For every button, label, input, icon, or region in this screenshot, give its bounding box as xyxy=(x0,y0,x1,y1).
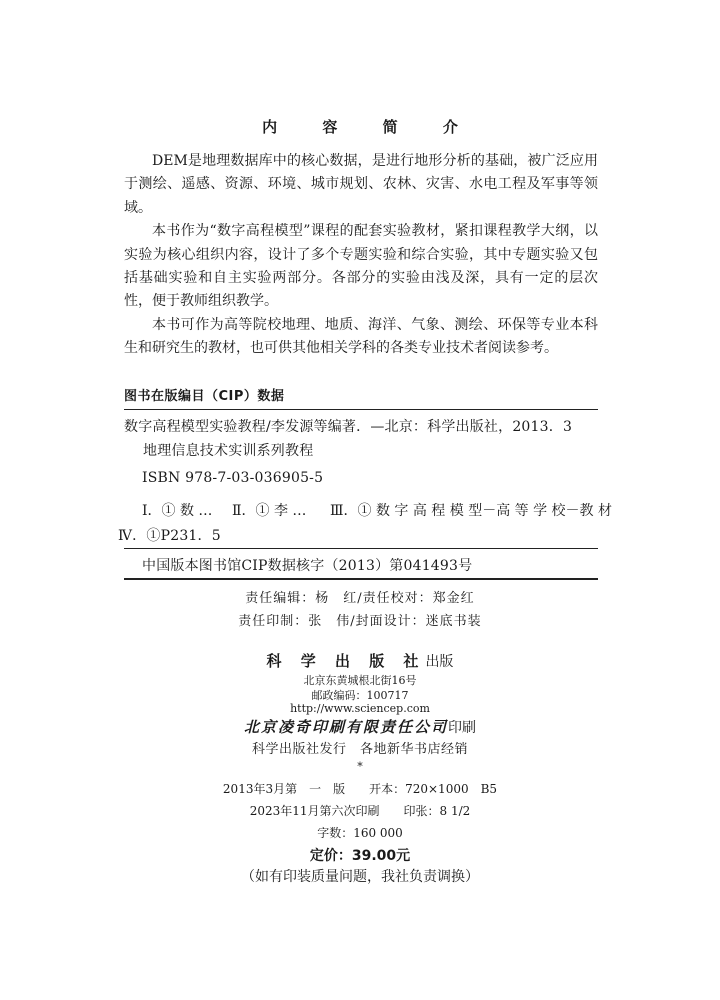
separator-star: * xyxy=(357,760,363,773)
edition-line: 2013年3月第 一 版 开本：720×1000 B5 xyxy=(222,782,498,796)
publisher-line xyxy=(0,650,720,671)
printer-suffix: 印刷 xyxy=(448,720,476,736)
intro-paragraph-2: 本书作为“数字高程模型”课程的配套实验教材，紧扣课程教学大纲，以实验为核心组织内容，设计了多个专题实验和综合实验，其中专题实验又包括基础实验和自主实验两部分。各部分的实验由浅及深，具有一定的层次性，便于教师组织教学。 xyxy=(124,223,598,310)
cip-data-number: 中国版本图书馆CIP数据核字（2013）第041493号 xyxy=(142,558,473,574)
cip-header: 图书在版编目（CIP）数据 xyxy=(124,389,285,404)
credits-line-1: 责任编辑：杨 红/责任校对：郑金红 xyxy=(245,591,475,606)
printer-logo: 北京凌奇印刷有限责任公司 xyxy=(243,718,448,736)
quality-note: （如有印装质量问题，我社负责调换） xyxy=(241,869,479,885)
cip-middle-rule xyxy=(124,548,598,549)
intro-section xyxy=(124,150,598,361)
cip-class-3: Ⅲ．① 数 字 高 程 模 型－高 等 学 校－教 材 xyxy=(330,503,613,519)
cip-series: 地理信息技术实训系列教程 xyxy=(143,443,314,459)
publisher-address: 北京东黄城根北街16号 xyxy=(303,674,417,687)
intro-paragraph-3: 本书可作为高等院校地理、地质、海洋、气象、测绘、环保等专业本科生和研究生的教材，也可供其他相关学科的各类专业技术者阅读参考。 xyxy=(124,316,598,357)
publisher-url: http://www.sciencep.com xyxy=(290,702,430,715)
cip-class-4: Ⅳ．①P231．5 xyxy=(118,528,221,544)
cip-book-line: 数字高程模型实验教程/李发源等编著．—北京：科学出版社，2013．3 xyxy=(124,419,573,435)
cip-classification-row xyxy=(124,500,613,520)
intro-paragraph-1: DEM是地理数据库中的核心数据，是进行地形分析的基础，被广泛应用于测绘、遥感、资源、环境、城市规划、农林、灾害、水电工程及军事等领域。 xyxy=(124,153,598,216)
cip-class-2: Ⅱ．① 李 … xyxy=(232,503,307,519)
printing-line: 2023年11月第六次印刷 印张：8 1/2 xyxy=(249,804,471,818)
publisher-suffix: 出版 xyxy=(425,654,454,670)
price: 定价：39.00元 xyxy=(309,848,411,864)
page-title: 内 容 简 介 xyxy=(262,118,478,136)
distribution-line: 科学出版社发行 各地新华书店经销 xyxy=(251,742,468,757)
printer-line xyxy=(0,716,720,737)
cip-isbn: ISBN 978-7-03-036905-5 xyxy=(142,470,324,486)
word-count: 字数：160 000 xyxy=(317,826,403,840)
credits-line-2: 责任印制：张 伟/封面设计：迷底书装 xyxy=(238,614,482,629)
cip-class-1: Ⅰ．① 数 … xyxy=(142,503,213,519)
publisher-postcode: 邮政编码：100717 xyxy=(311,689,409,702)
cip-bottom-rule xyxy=(124,578,598,580)
cip-top-rule xyxy=(124,409,598,410)
publisher-logo: 科 学 出 版 社 xyxy=(266,652,426,670)
